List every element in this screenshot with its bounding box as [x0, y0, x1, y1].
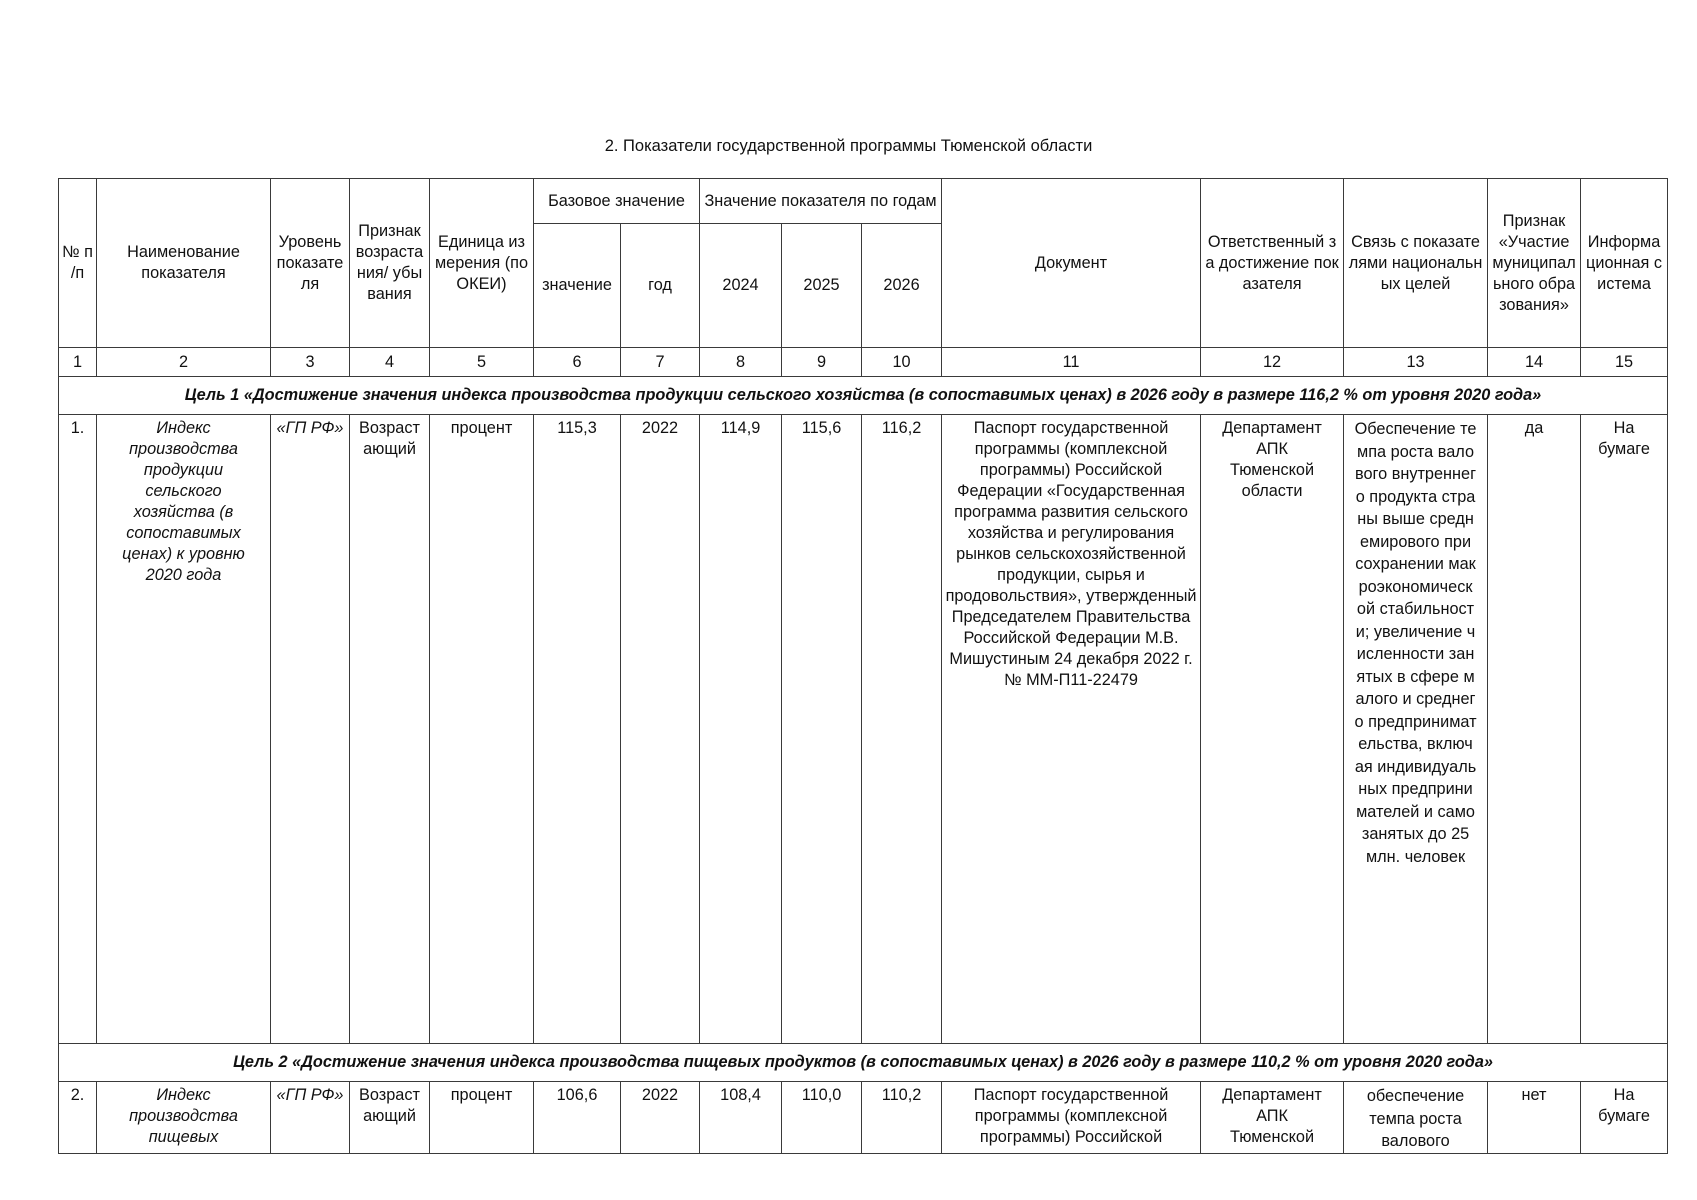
- row-1-infosys: На бумаге: [1581, 415, 1668, 1044]
- row-2-unit: процент: [430, 1082, 534, 1154]
- column-number: 6: [534, 348, 621, 377]
- column-number: 8: [700, 348, 782, 377]
- column-number: 3: [271, 348, 350, 377]
- column-number: 4: [350, 348, 430, 377]
- row-2-link: обеспечение темпа роста валового: [1344, 1082, 1488, 1154]
- row-1-level: «ГП РФ»: [271, 415, 350, 1044]
- header-name: Наименование показателя: [97, 179, 271, 348]
- page-title: 2. Показатели государственной программы Тюменской области: [604, 137, 1093, 155]
- row-2-value-2026: 110,2: [862, 1082, 942, 1154]
- column-number: 12: [1201, 348, 1344, 377]
- row-2-value-2025: 110,0: [782, 1082, 862, 1154]
- row-2-document: Паспорт государственной программы (комплексной программы) Российской: [942, 1082, 1201, 1154]
- row-2-num: 2.: [59, 1082, 97, 1154]
- header-base-year: год: [621, 224, 700, 348]
- header-infosys: Информационная система: [1581, 179, 1668, 348]
- row-2-base-value: 106,6: [534, 1082, 621, 1154]
- header-base-group: Базовое значение: [534, 179, 700, 224]
- row-1-unit: процент: [430, 415, 534, 1044]
- goal-2-title: Цель 2 «Достижение значения индекса производства пищевых продуктов (в сопоставимых ценах) в 2026 году в размере 110,2 % от уровня 2020 года»: [59, 1044, 1668, 1082]
- row-1-name: Индекс производства продукции сельского хозяйства (в сопоставимых ценах) к уровню 2020 года: [97, 415, 271, 1044]
- row-2-responsible: Департамент АПК Тюменской: [1201, 1082, 1344, 1154]
- goal-1-title: Цель 1 «Достижение значения индекса производства продукции сельского хозяйства (в сопоставимых ценах) в 2026 году в размере 116,2 % от уровня 2020 года»: [59, 377, 1668, 415]
- row-1-value-2025: 115,6: [782, 415, 862, 1044]
- header-sign: Признак возрастания/ убывания: [350, 179, 430, 348]
- column-number: 14: [1488, 348, 1581, 377]
- column-number: 15: [1581, 348, 1668, 377]
- row-1-value-2026: 116,2: [862, 415, 942, 1044]
- header-municipal: Признак «Участие муниципального образования»: [1488, 179, 1581, 348]
- row-2-name: Индекс производства пищевых: [97, 1082, 271, 1154]
- column-number-row: [59, 348, 1668, 377]
- header-responsible: Ответственный за достижение показателя: [1201, 179, 1344, 348]
- table-row: [59, 415, 1668, 1044]
- header-base-value: значение: [534, 224, 621, 348]
- table-row: [59, 1082, 1668, 1154]
- header-row: [59, 179, 1668, 224]
- row-1-sign: Возрастающий: [350, 415, 430, 1044]
- header-level: Уровень показателя: [271, 179, 350, 348]
- row-2-base-year: 2022: [621, 1082, 700, 1154]
- header-num: № п /п: [59, 179, 97, 348]
- column-number: 9: [782, 348, 862, 377]
- row-1-link: Обеспечение темпа роста валового внутреннего продукта страны выше среднемирового при сохранении макроэкономической стабильности; увеличение численности занятых в сфере малого и среднего предпринимательства, включая индивидуальных предпринимателей и самозанятых до 25 млн. человек: [1344, 415, 1488, 1044]
- row-2-sign: Возрастающий: [350, 1082, 430, 1154]
- header-document: Документ: [942, 179, 1201, 348]
- column-number: 11: [942, 348, 1201, 377]
- header-years-group: Значение показателя по годам: [700, 179, 942, 224]
- goal-row: [59, 377, 1668, 415]
- row-1-num: 1.: [59, 415, 97, 1044]
- header-2026: 2026: [862, 224, 942, 348]
- row-1-municipal: да: [1488, 415, 1581, 1044]
- row-2-value-2024: 108,4: [700, 1082, 782, 1154]
- row-2-level: «ГП РФ»: [271, 1082, 350, 1154]
- column-number: 1: [59, 348, 97, 377]
- column-number: 5: [430, 348, 534, 377]
- row-2-municipal: нет: [1488, 1082, 1581, 1154]
- column-number: 13: [1344, 348, 1488, 377]
- row-2-infosys: На бумаге: [1581, 1082, 1668, 1154]
- column-number: 2: [97, 348, 271, 377]
- row-1-document: Паспорт государственной программы (комплексной программы) Российской Федерации «Государственная программа развития сельского хозяйства и регулирования рынков сельскохозяйственной продукции, сырья и продовольствия», утвержденный Председателем Правительства Российской Федерации М.В. Мишустиным 24 декабря 2022 г. № ММ-П11-22479: [942, 415, 1201, 1044]
- header-2025: 2025: [782, 224, 862, 348]
- column-number: 7: [621, 348, 700, 377]
- row-1-responsible: Департамент АПК Тюменской области: [1201, 415, 1344, 1044]
- goal-row: [59, 1044, 1668, 1082]
- row-1-base-year: 2022: [621, 415, 700, 1044]
- header-2024: 2024: [700, 224, 782, 348]
- header-link: Связь с показателями национальных целей: [1344, 179, 1488, 348]
- indicators-table: [58, 178, 1668, 1154]
- column-number: 10: [862, 348, 942, 377]
- header-unit: Единица измерения (по ОКЕИ): [430, 179, 534, 348]
- row-1-value-2024: 114,9: [700, 415, 782, 1044]
- row-1-base-value: 115,3: [534, 415, 621, 1044]
